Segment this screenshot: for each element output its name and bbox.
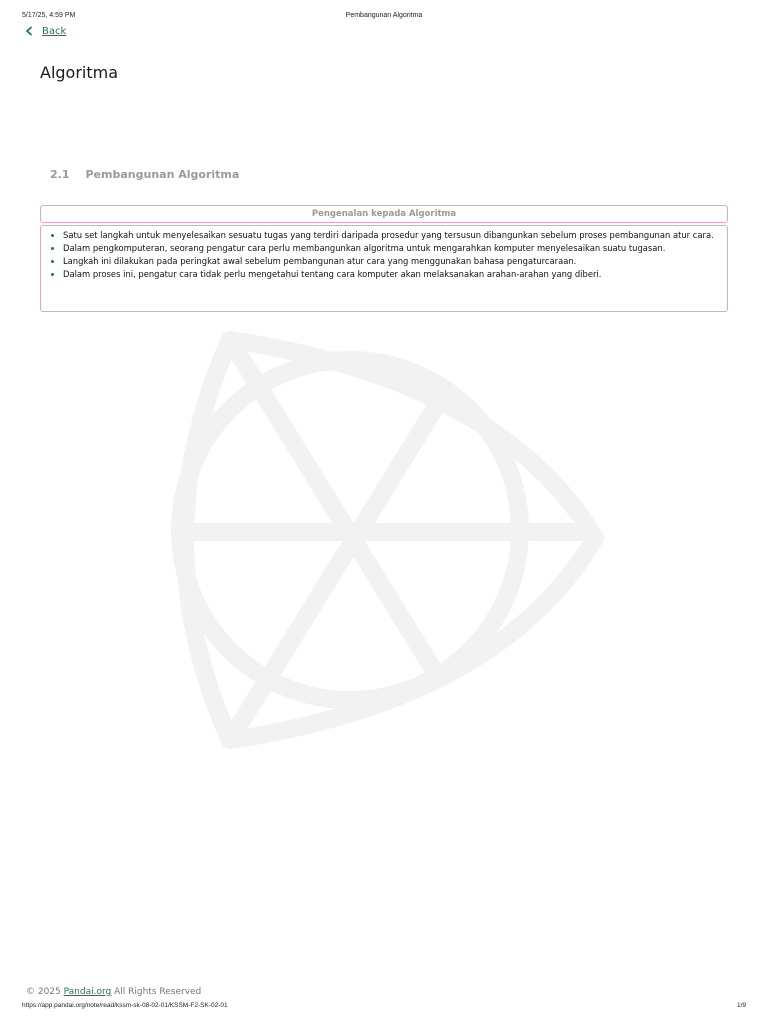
list-item: • Langkah ini dilakukan pada peringkat awal sebelum pembangunan atur cara yang menggunakan bahasa pengaturcaraan. — [63, 255, 725, 268]
card-body — [40, 225, 728, 312]
bullet-list — [45, 229, 725, 281]
print-footer-url: https://app.pandai.org/note/read/kssm-sk-08-02-01/KSSM-F2-SK-02-01 — [22, 1002, 228, 1009]
card-header: Pengenalan kepada Algoritma — [40, 205, 728, 223]
pandai-link[interactable]: Pandai.org — [63, 987, 112, 997]
print-footer-page-number: 1/9 — [736, 1002, 746, 1009]
list-item: • Satu set langkah untuk menyelesaikan sesuatu tugas yang terdiri daripada prosedur yang tersusun dibangunkan sebelum proses pembangunan atur cara. — [63, 229, 725, 242]
section-number: 2.1 — [50, 168, 70, 181]
back-label: Back — [42, 25, 67, 37]
copyright-suffix: All Rights Reserved — [114, 987, 202, 997]
logo-watermark-icon — [170, 320, 610, 760]
list-item: • Dalam pengkomputeran, seorang pengatur cara perlu membangunkan algoritma untuk mengarahkan komputer menyelesaikan suatu tugasan. — [63, 242, 725, 255]
section-heading — [50, 168, 239, 182]
copyright-prefix: © 2025 — [26, 987, 61, 997]
list-item: • Dalam proses ini, pengatur cara tidak perlu mengetahui tentang cara komputer akan melaksanakan arahan-arahan yang diberi. — [63, 268, 725, 281]
chevron-left-icon — [24, 26, 34, 36]
back-link[interactable] — [24, 24, 66, 38]
page-title: Algoritma — [40, 63, 119, 82]
print-header-title: Pembangunan Algoritma — [345, 12, 423, 19]
footer-copyright — [26, 987, 201, 997]
print-header-date: 5/17/25, 4:59 PM — [22, 12, 76, 19]
section-title: Pembangunan Algoritma — [85, 168, 240, 181]
